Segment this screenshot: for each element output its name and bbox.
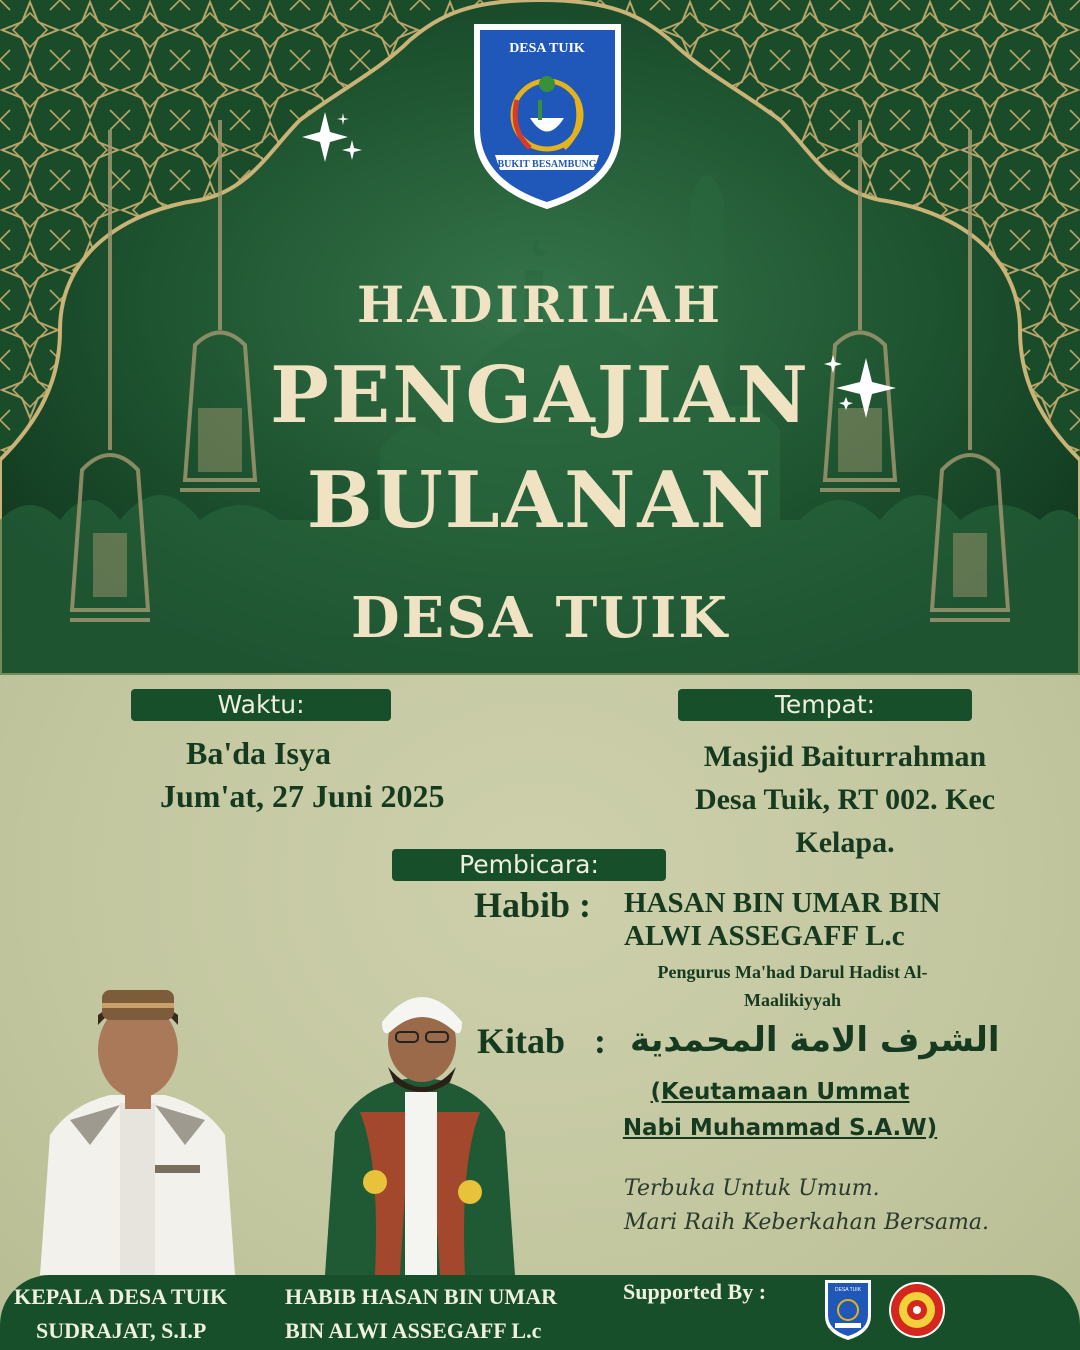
kitab-colon: : <box>594 1021 606 1061</box>
kitab-arabic-title: الشرف الامة المحمدية <box>630 1020 1000 1060</box>
kepala-desa-caption: KEPALA DESA TUIK SUDRAJAT, S.I.P <box>14 1284 228 1343</box>
waktu-label: Waktu: <box>131 689 391 721</box>
pembicara-label: Pembicara: <box>392 849 666 881</box>
svg-text:BUKIT BESAMBUNG: BUKIT BESAMBUNG <box>497 159 597 170</box>
habib-name: HASAN BIN UMAR BIN ALWI ASSEGAFF L.c <box>624 887 941 952</box>
tempat-address: Masjid Baiturrahman Desa Tuik, RT 002. Kec Kelapa. <box>694 740 996 859</box>
habib-label: Habib : <box>474 885 592 925</box>
tempat-label: Tempat: <box>678 689 972 721</box>
title-desa-tuik: DESA TUIK <box>350 585 729 651</box>
waktu-date: Jum'at, 27 Juni 2025 <box>160 778 445 814</box>
habib-photo <box>320 982 520 1275</box>
kitab-label: Kitab <box>477 1021 566 1061</box>
waktu-time: Ba'da Isya <box>186 735 331 771</box>
title-pengajian: PENGAJIAN <box>270 350 810 441</box>
habib-caption: HABIB HASAN BIN UMAR BIN ALWI ASSEGAFF L.c <box>285 1284 557 1343</box>
desa-tuik-logo <box>470 20 625 212</box>
habib-role: Pengurus Ma'had Darul Hadist Al-Maalikiyyah <box>657 962 928 1010</box>
supported-by-label: Supported By : <box>623 1279 767 1304</box>
svg-text:DESA TUIK: DESA TUIK <box>834 1287 862 1293</box>
title-bulanan: BULANAN <box>306 455 774 546</box>
sponsor-desa-tuik-logo <box>823 1278 873 1342</box>
invitation-text: Terbuka Untuk Umum. Mari Raih Keberkahan Bersama. <box>624 1176 990 1235</box>
title-hadirilah: HADIRILAH <box>357 275 723 334</box>
svg-text:DESA TUIK: DESA TUIK <box>509 41 585 56</box>
sponsor-karang-taruna-logo <box>884 1280 950 1340</box>
kepala-desa-photo <box>30 985 245 1275</box>
kitab-translation: (Keutamaan Ummat Nabi Muhammad S.A.W) <box>622 1079 938 1141</box>
